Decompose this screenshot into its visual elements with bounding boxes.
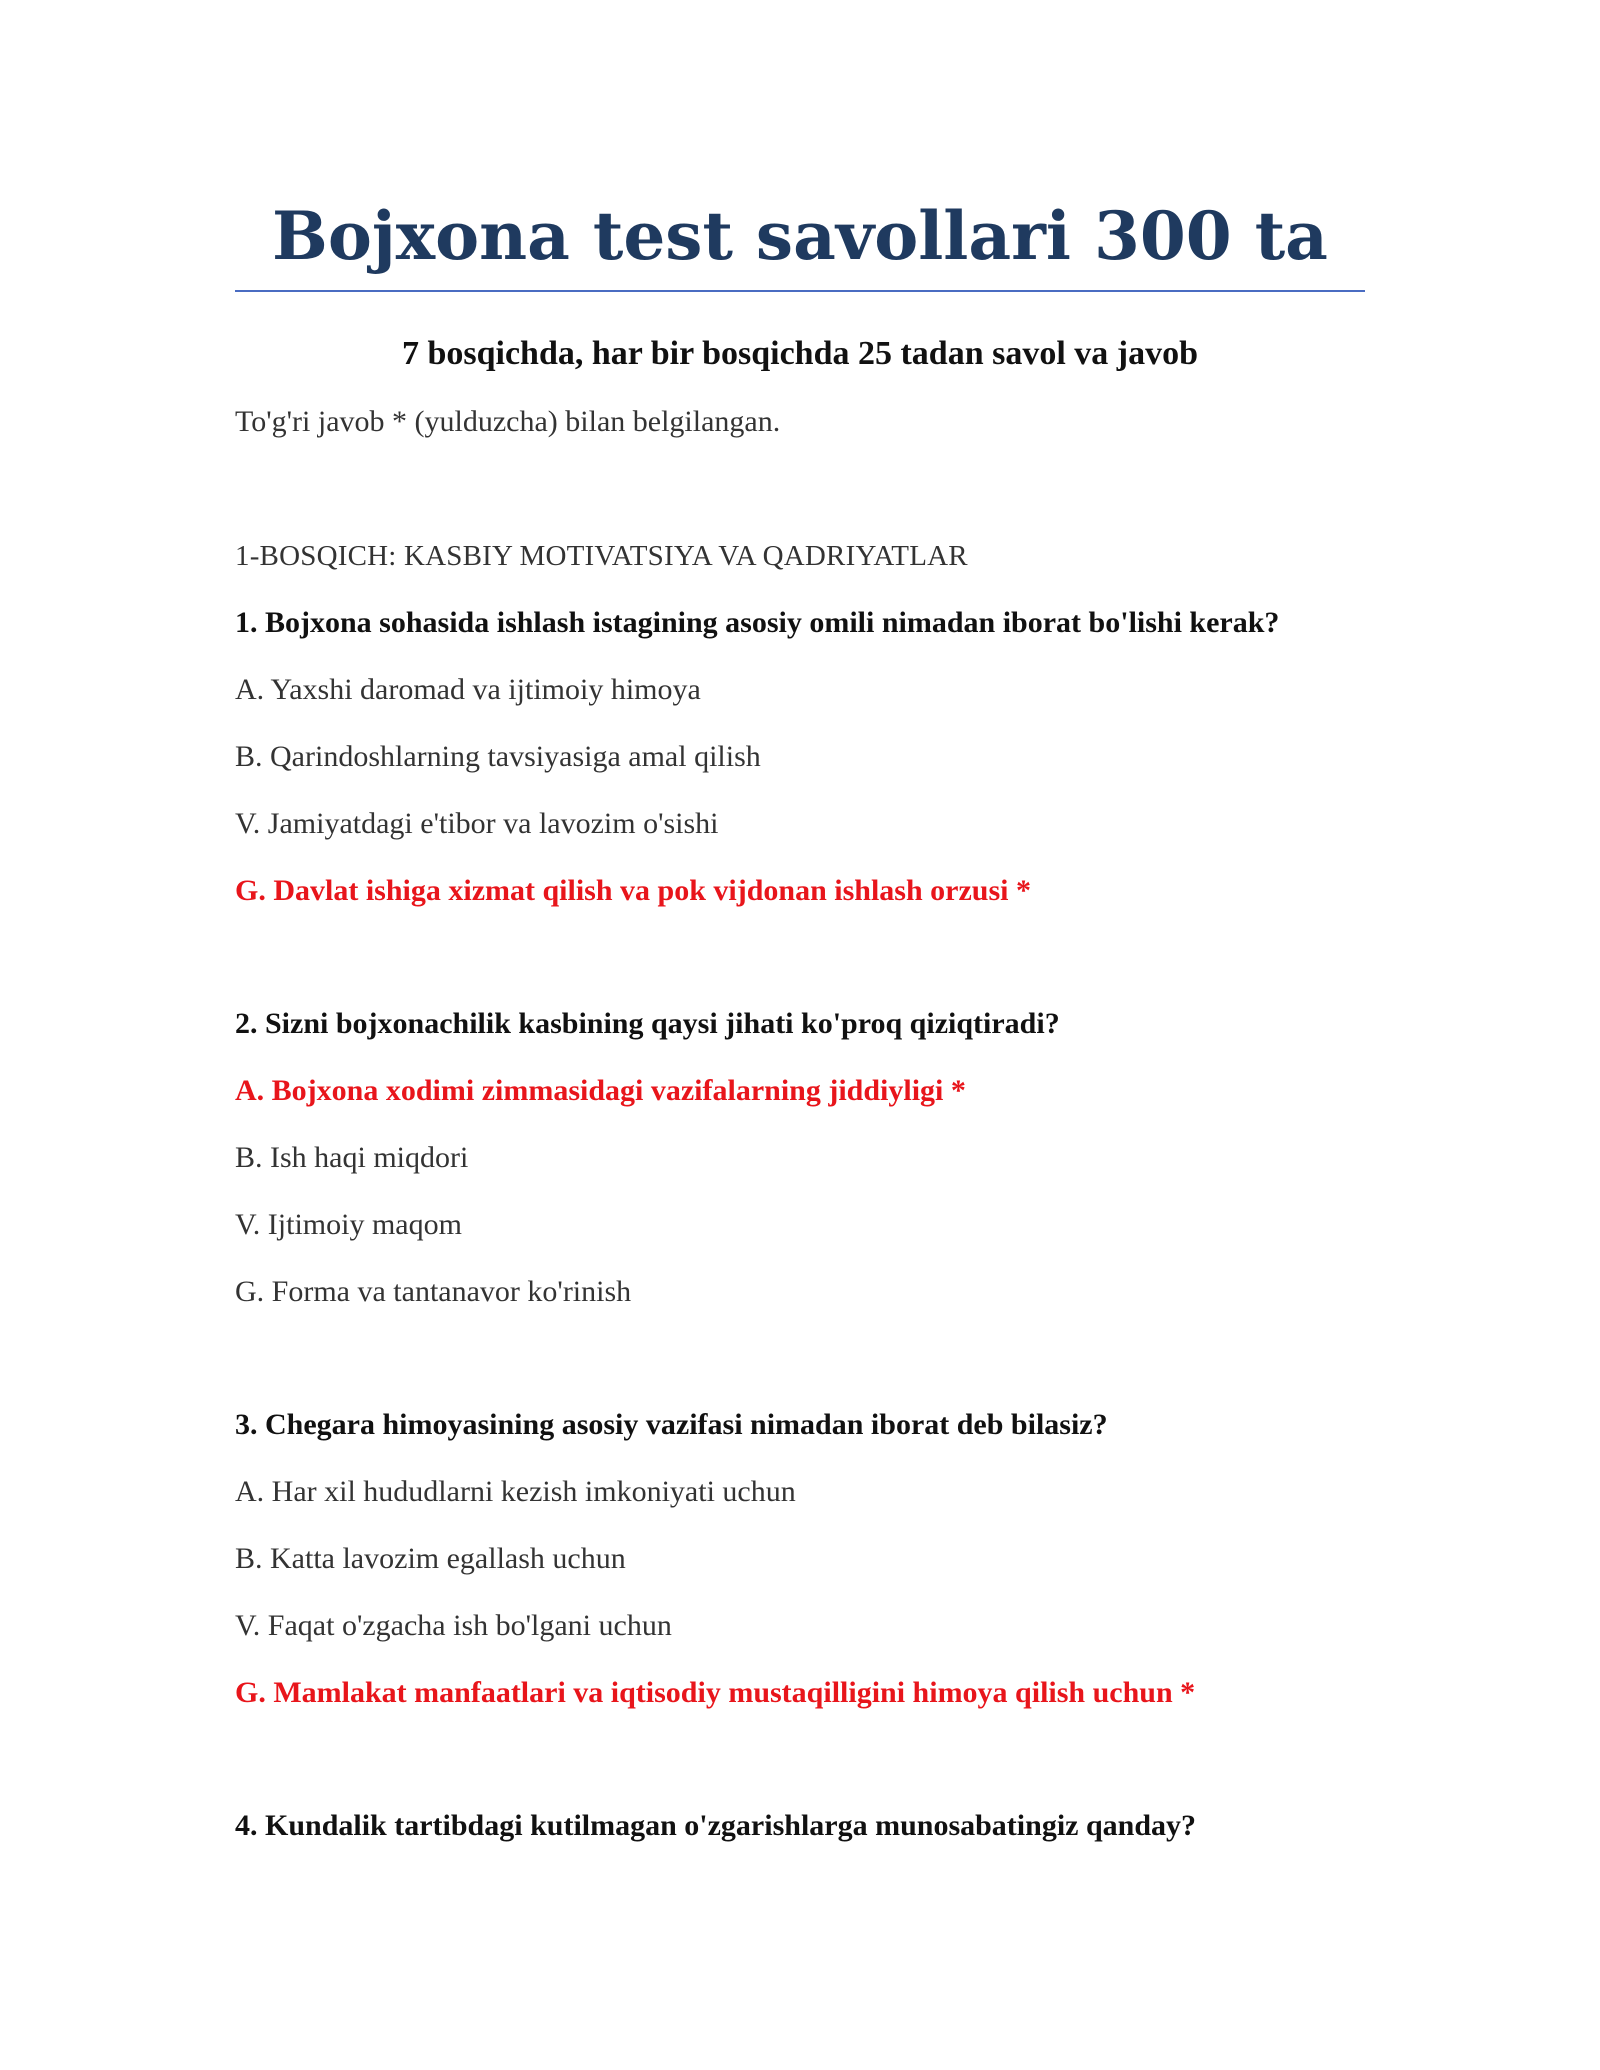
q1-option-a: A. Yaxshi daromad va ijtimoiy himoya [235, 673, 701, 706]
q3-option-v: V. Faqat o'zgacha ish bo'lgani uchun [235, 1609, 672, 1642]
question-3: 3. Chegara himoyasining asosiy vazifasi nimadan iborat deb bilasiz? [235, 1408, 1108, 1441]
question-2: 2. Sizni bojxonachilik kasbining qaysi jihati ko'proq qiziqtiradi? [235, 1007, 1060, 1040]
q2-option-b: B. Ish haqi miqdori [235, 1141, 469, 1174]
q1-option-b: B. Qarindoshlarning tavsiyasiga amal qilish [235, 740, 761, 773]
q2-option-v: V. Ijtimoiy maqom [235, 1208, 462, 1241]
title-underline [235, 290, 1365, 292]
section-heading: 1-BOSQICH: KASBIY MOTIVATSIYA VA QADRIYATLAR [235, 540, 968, 572]
q1-option-v: V. Jamiyatdagi e'tibor va lavozim o'sishi [235, 807, 719, 840]
q3-option-a: A. Har xil hududlarni kezish imkoniyati uchun [235, 1475, 796, 1508]
document-subtitle: 7 bosqichda, har bir bosqichda 25 tadan savol va javob [401, 335, 1199, 372]
q3-option-b: B. Katta lavozim egallash uchun [235, 1542, 626, 1575]
question-4: 4. Kundalik tartibdagi kutilmagan o'zgarishlarga munosabatingiz qanday? [235, 1809, 1197, 1842]
q2-option-a-correct: A. Bojxona xodimi zimmasidagi vazifalarning jiddiyligi * [235, 1074, 966, 1107]
q1-option-g-correct: G. Davlat ishiga xizmat qilish va pok vijdonan ishlash orzusi * [235, 874, 1031, 907]
document-title: Bojxona test savollari 300 ta [272, 197, 1328, 275]
q3-option-g-correct: G. Mamlakat manfaatlari va iqtisodiy mustaqilligini himoya qilish uchun * [235, 1676, 1196, 1709]
question-1: 1. Bojxona sohasida ishlash istagining asosiy omili nimadan iborat bo'lishi kerak? [235, 606, 1280, 639]
answer-note: To'g'ri javob * (yulduzcha) bilan belgilangan. [235, 405, 781, 438]
q2-option-g: G. Forma va tantanavor ko'rinish [235, 1275, 632, 1308]
